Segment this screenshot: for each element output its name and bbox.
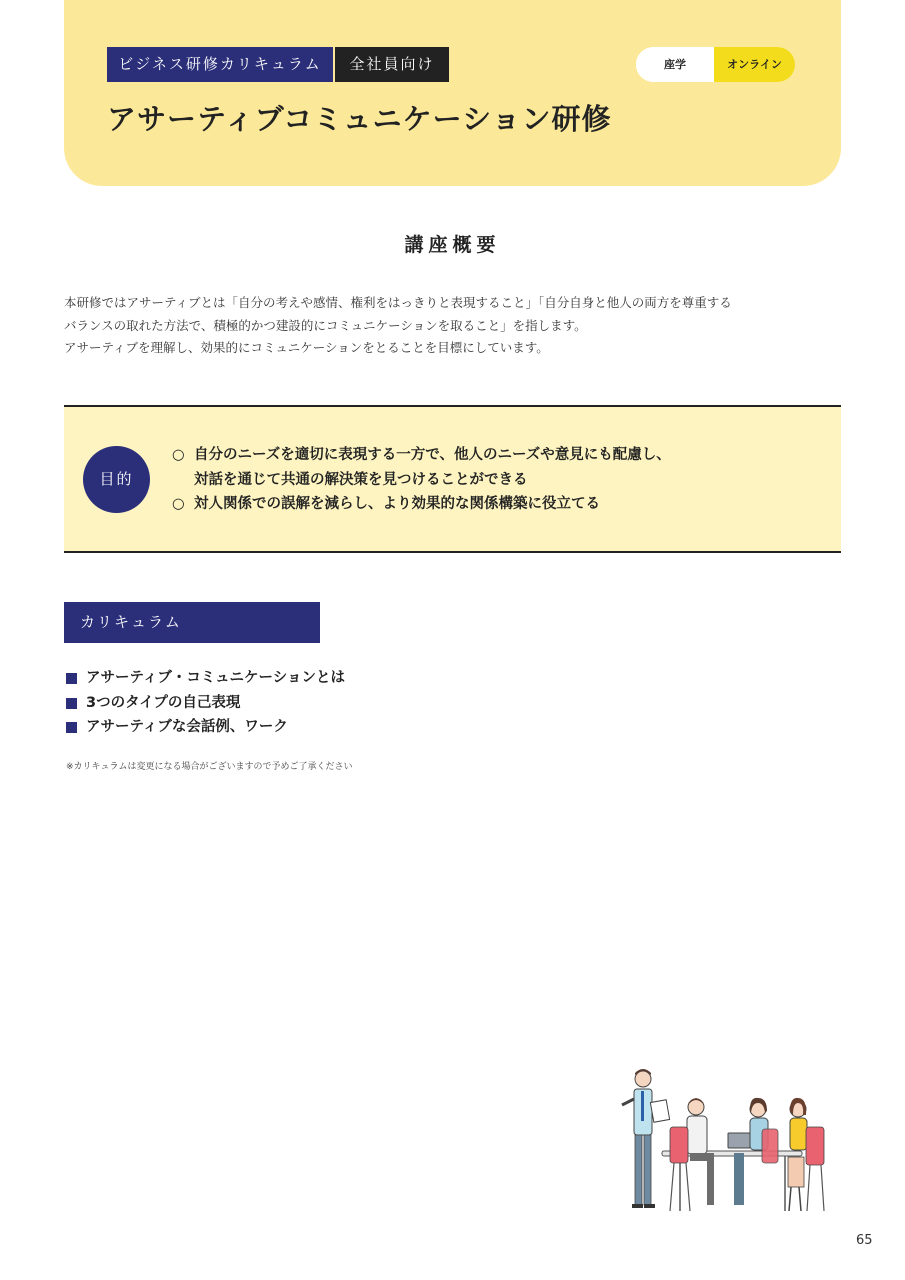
header-banner bbox=[64, 0, 841, 186]
purpose-item bbox=[172, 492, 671, 517]
curriculum-item-text: アサーティブ・コミュニケーションとは bbox=[86, 670, 345, 686]
overview-heading: 講座概要 bbox=[404, 234, 501, 256]
purpose-item bbox=[172, 443, 671, 468]
meeting-illustration bbox=[610, 1065, 830, 1215]
purpose-list bbox=[172, 443, 671, 517]
curriculum-item-text: アサーティブな会話例、ワーク bbox=[86, 719, 288, 736]
format-pill bbox=[636, 47, 795, 82]
circle-bullet-icon: ○ bbox=[172, 447, 185, 463]
circle-bullet-icon: ○ bbox=[172, 496, 185, 512]
curriculum-item bbox=[66, 691, 345, 716]
curriculum-heading: カリキュラム bbox=[64, 602, 320, 643]
square-bullet-icon bbox=[66, 673, 77, 684]
overview-line: バランスの取れた方法で、積極的かつ建設的にコミュニケーションを取ること」を指します。 bbox=[64, 317, 587, 333]
square-bullet-icon bbox=[66, 698, 77, 709]
overview-line: 本研修ではアサーティブとは「自分の考えや感情、権利をはっきりと表現すること」「自分自身と他人の両方を尊重する bbox=[64, 295, 732, 310]
purpose-item-text: 対話を通じて共通の解決策を見つけることができる bbox=[194, 471, 528, 488]
curriculum-note: ※カリキュラムは変更になる場合がございますので予めご了承ください bbox=[66, 762, 353, 772]
page-number: 65 bbox=[856, 1233, 873, 1248]
overview-line: アサーティブを理解し、効果的にコミュニケーションをとることを目標にしています。 bbox=[64, 340, 549, 355]
purpose-item-continuation bbox=[172, 468, 671, 493]
square-bullet-icon bbox=[66, 722, 77, 733]
format-online: オンライン bbox=[714, 47, 795, 82]
purpose-item-text: 対人関係での誤解を減らし、より効果的な関係構築に役立てる bbox=[194, 496, 600, 512]
format-classroom: 座学 bbox=[636, 47, 714, 82]
purpose-item-text: 自分のニーズを適切に表現する一方で、他人のニーズや意見にも配慮し、 bbox=[194, 447, 671, 463]
curriculum-item bbox=[66, 666, 345, 691]
page-title: アサーティブコミュニケーション研修 bbox=[107, 102, 612, 136]
category-tag: ビジネス研修カリキュラム bbox=[107, 47, 333, 82]
curriculum-list bbox=[66, 666, 345, 740]
purpose-badge: 目的 bbox=[83, 446, 150, 513]
curriculum-item bbox=[66, 715, 345, 740]
overview-text bbox=[64, 292, 844, 360]
audience-tag: 全社員向け bbox=[335, 47, 449, 82]
curriculum-item-text: 3つのタイプの自己表現 bbox=[86, 694, 241, 711]
